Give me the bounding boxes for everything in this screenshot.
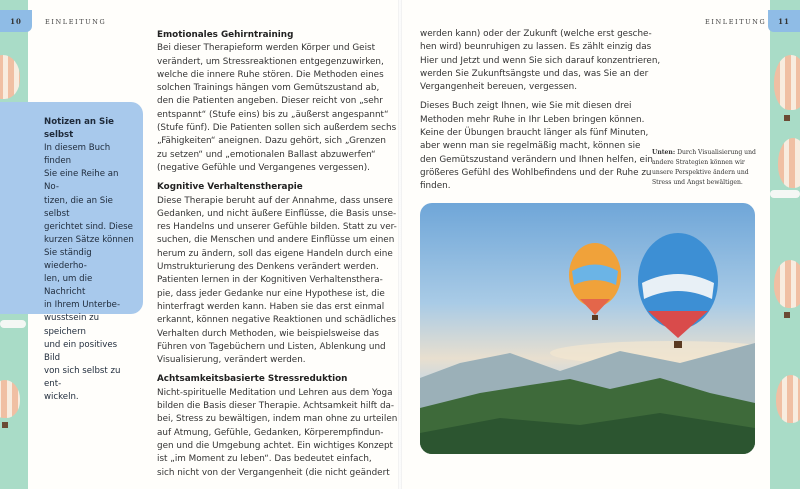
text-line: gen und die Umgebung achtet. Ein wichtiges Konzept bbox=[157, 440, 394, 451]
text-line: len, um die Nachricht bbox=[44, 274, 93, 298]
text-line: erkannt, können negative Reaktionen und schädliches bbox=[157, 315, 396, 326]
cloud-icon bbox=[0, 320, 26, 328]
paragraph bbox=[420, 28, 660, 94]
text-line: bei, Stress zu bewältigen, indem man ohne zu urteilen bbox=[157, 414, 398, 425]
hot-air-balloons-photo bbox=[420, 203, 755, 454]
text-line: hinterfragt werden kann. Haben sie das erst einmal bbox=[157, 301, 385, 312]
text-line: entspannt“ (Stufe eins) bis zu „äußerst angespannt“ bbox=[157, 109, 389, 120]
text-line: verändert, um Stressreaktionen entgegenzuwirken, bbox=[157, 56, 384, 67]
text-line: Sie eine Reihe an No- bbox=[44, 169, 119, 193]
text-line: Hier und Jetzt und wenn Sie sich darauf konzentrieren, bbox=[420, 55, 661, 66]
section-heading: Achtsamkeitsbasierte Stressreduktion bbox=[157, 374, 348, 385]
paragraph bbox=[420, 100, 660, 193]
text-line: Bei dieser Therapieform werden Körper und Geist bbox=[157, 43, 376, 54]
notes-title: Notizen an Sie selbst bbox=[44, 117, 114, 141]
balloon-icon bbox=[774, 55, 800, 110]
text-line: hen wird) beunruhigen zu lassen. Es zählt einzig das bbox=[420, 42, 652, 53]
text-line: tizen, die an Sie selbst bbox=[44, 195, 113, 219]
section bbox=[157, 29, 397, 175]
text-line: kurzen Sätze können bbox=[44, 234, 134, 245]
text-line: werden Sie Zukunftsängste und das, was Sie an der bbox=[420, 68, 649, 79]
balloon-icon bbox=[0, 380, 20, 418]
text-line: sich nicht von der Vergangenheit (die nicht geändert bbox=[157, 467, 390, 478]
text-line: und ein positives Bild bbox=[44, 339, 118, 363]
section-heading: Emotionales Gehirntraining bbox=[157, 30, 294, 40]
caption-line: andere Strategien können wir bbox=[652, 159, 745, 166]
balloon-icon bbox=[778, 138, 800, 188]
text-line: Gedanken, und nicht äußere Einflüsse, die Basis unse- bbox=[157, 208, 397, 219]
text-line: solchen Trainings hängen vom Gemütszustand ab, bbox=[157, 83, 380, 94]
text-line: auf Atmung, Gefühle, Gedanken, Körperempfindun- bbox=[157, 427, 384, 438]
cloud-icon bbox=[770, 190, 800, 198]
text-line: in Ihrem Unterbe- bbox=[44, 300, 121, 311]
text-line: herum zu ändern, soll das eigene Handeln durch eine bbox=[157, 248, 393, 259]
caption-line: unsere Perspektive ändern und bbox=[652, 169, 749, 176]
page-number-right: 11 bbox=[768, 10, 800, 32]
text-line: Vergangenheit bereuen, vergessen. bbox=[420, 82, 578, 93]
text-line: (negative Gefühle und Vergangenes vergessen). bbox=[157, 162, 370, 173]
text-line: größeres Gefühl des Wohlbefindens und der Ruhe zu bbox=[420, 167, 652, 178]
basket-icon bbox=[784, 312, 790, 318]
photo-caption bbox=[652, 148, 767, 188]
caption-line: Durch Visualisierung und bbox=[677, 149, 756, 156]
text-line: Methoden mehr Ruhe in Ihr Leben bringen können. bbox=[420, 114, 645, 125]
text-line: Diese Therapie beruht auf der Annahme, dass unsere bbox=[157, 195, 393, 206]
text-line: res Handelns und unserer Gefühle bilden. Statt zu ver- bbox=[157, 222, 397, 233]
text-line: finden. bbox=[420, 181, 451, 192]
text-line: Sie ständig wiederho- bbox=[44, 247, 92, 272]
text-line: suchen, die Menschen und andere Einflüsse um einen bbox=[157, 235, 395, 246]
balloon-large bbox=[638, 233, 718, 348]
text-line: den Gemütszustand verändern und Ihnen helfen, ein bbox=[420, 154, 653, 165]
text-line: den die Patienten angeben. Dieser reicht von „sehr bbox=[157, 96, 383, 107]
text-line: Dieses Buch zeigt Ihnen, wie Sie mit diesen drei bbox=[420, 101, 632, 112]
section bbox=[157, 373, 397, 479]
text-line: aber wenn man sie regelmäßig macht, können sie bbox=[420, 141, 641, 152]
basket-icon bbox=[2, 422, 8, 428]
text-line: Nicht-spirituelle Meditation und Lehren aus dem Yoga bbox=[157, 387, 393, 398]
text-line: „Fähigkeiten“ aneignen. Dazu gehört, sich „Grenzen bbox=[157, 136, 386, 147]
balloon-small bbox=[569, 243, 621, 320]
text-line: Patienten lernen in der Kognitiven Verhaltensthera- bbox=[157, 275, 383, 286]
running-head-right: EINLEITUNG bbox=[705, 18, 767, 26]
text-line: pie, dass jeder Gedanke nur eine Hypothese ist, die bbox=[157, 288, 385, 299]
text-line: werden kann) oder der Zukunft (welche erst gesche- bbox=[420, 29, 652, 39]
notes-sidebar-box bbox=[0, 102, 143, 402]
text-line: wusstsein zu speichern bbox=[44, 313, 100, 337]
text-line: von sich selbst zu ent- bbox=[44, 365, 121, 389]
text-line: wickeln. bbox=[44, 391, 79, 402]
section bbox=[157, 181, 397, 367]
section-heading: Kognitive Verhaltenstherapie bbox=[157, 182, 303, 193]
balloon-icon bbox=[0, 55, 20, 99]
balloon-border-right bbox=[770, 0, 800, 489]
balloon-icon bbox=[776, 375, 800, 423]
text-line: Führen von Tagebüchern und Listen, Ablenkung und bbox=[157, 341, 386, 352]
text-line: Umstrukturierung des Denkens verändert werden. bbox=[157, 262, 379, 273]
text-line: Keine der Übungen braucht länger als fünf Minuten, bbox=[420, 128, 649, 139]
right-main-column bbox=[420, 28, 660, 200]
text-line: Visualisierung, verändert werden. bbox=[157, 355, 306, 366]
text-line: zu setzen“ und „emotionalen Ballast abzuwerfen“ bbox=[157, 149, 376, 160]
text-line: In diesem Buch finden bbox=[44, 143, 111, 167]
text-line: (Stufe fünf). Die Patienten sollen sich außerdem sechs bbox=[157, 123, 397, 134]
caption-line: Stress und Angst bewältigen. bbox=[652, 179, 743, 186]
balloon-icon bbox=[774, 260, 800, 308]
running-head-left: EINLEITUNG bbox=[45, 18, 107, 26]
basket-icon bbox=[784, 115, 790, 121]
notes-body bbox=[44, 142, 135, 404]
text-line: welche die innere Ruhe stören. Die Methoden eines bbox=[157, 69, 384, 80]
left-main-column bbox=[157, 29, 397, 486]
text-line: ist „im Moment zu leben“. Das bedeutet einfach, bbox=[157, 454, 372, 465]
page-number-left: 10 bbox=[0, 10, 32, 32]
text-line: bilden die Basis dieser Therapie. Achtsamkeit hilft da- bbox=[157, 401, 395, 412]
text-line: gerichtet sind. Diese bbox=[44, 221, 133, 232]
text-line: Verhalten durch Methoden, wie beispielsweise das bbox=[157, 328, 379, 339]
book-gutter bbox=[398, 0, 402, 489]
caption-label: Unten: bbox=[652, 149, 676, 156]
